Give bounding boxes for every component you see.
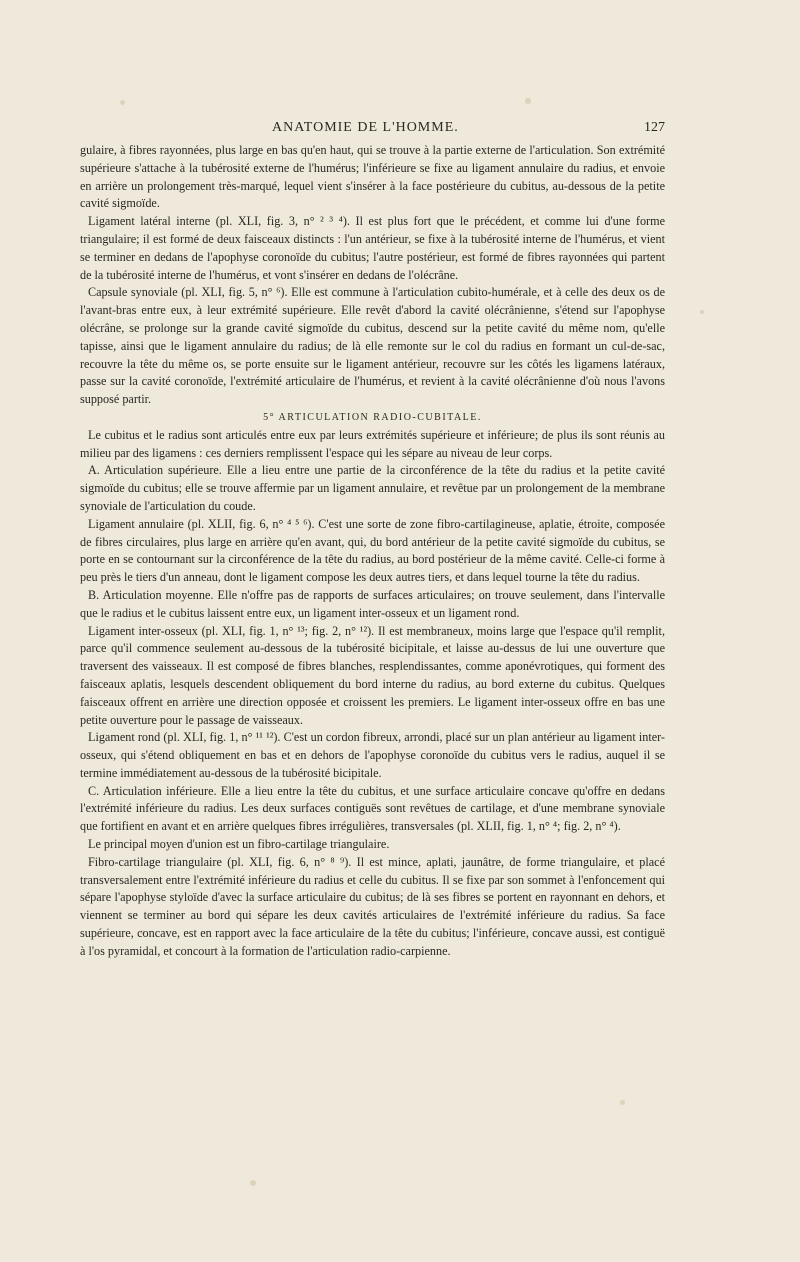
paragraph: Ligament annulaire (pl. XLII, fig. 6, n° ⁴ ⁵ ⁶). C'est une sorte de zone fibro-cartilagineuse, aplatie, étroite, composée de fibres circulaires, plus large en arrière qu'en avant, qui, du bord antérieur de la petite cavité sigmoïde du cubitus, se porte en se contournant sur la circonférence de la tête du radius, au bord postérieur de la même cavité. Celle-ci forme à peu près le tiers d'un anneau, dont le ligament compose les deux autres tiers, et dans lequel tourne la tête du radius. — [80, 516, 665, 585]
paragraph: gulaire, à fibres rayonnées, plus large en bas qu'en haut, qui se trouve à la partie externe de l'articulation. Son extrémité supérieure s'attache à la tubérosité externe de l'humérus; l'inférieure se fixe au ligament annulaire du radius, et envoie en arrière un prolongement très-marqué, lequel vient s'insérer à la face postérieure du cubitus, au-dessous de la petite cavité sigmoïde. — [80, 143, 665, 211]
page-number: 127 — [644, 120, 665, 135]
paragraph: B. Articulation moyenne. Elle n'offre pas de rapports de surfaces articulaires; on trouve seulement, dans l'intervalle que le radius et le cubitus laissent entre eux, un ligament inter-osseux et un ligament rond. — [80, 587, 665, 620]
paper-stain — [700, 310, 704, 314]
paragraph: Le principal moyen d'union est un fibro-cartilage triangulaire. — [88, 837, 390, 852]
paper-stain — [620, 1100, 625, 1105]
page-header — [80, 120, 665, 140]
paragraph: C. Articulation inférieure. Elle a lieu entre la tête du cubitus, et une surface articulaire concave qu'offre en dedans l'extrémité inférieure du radius. Les deux surfaces contiguës sont revêtues de cartilage, et d'une membrane synoviale que fortifient en avant et en arrière quelques fibres irrégulières, transversales (pl. XLII, fig. 1, n° ⁴; fig. 2, n° ⁴). — [80, 783, 665, 834]
paragraph: Le cubitus et le radius sont articulés entre eux par leurs extrémités supérieure et inférieure; de plus ils sont réunis au milieu par des ligamens : ces derniers remplissent l'espace qui les sépare au niveau de leur corps. — [80, 427, 665, 460]
paper-stain — [120, 100, 125, 105]
paragraph: Fibro-cartilage triangulaire (pl. XLI, fig. 6, n° ⁸ ⁹). Il est mince, aplati, jaunâtre, de forme triangulaire, et placé transversalement entre l'extrémité inférieure du radius et celle du cubitus. Il se fixe par son sommet à l'enfoncement qui sépare l'apophyse styloïde d'avec la surface articulaire du cubitus; de là ses fibres se portent en rayonnant en dehors, et viennent se terminer au bord qui sépare les deux cavités articulaires de l'extrémité inférieure du radius. Sa face supérieure, concave, est en rapport avec la face articulaire de la tête du cubitus; l'inférieure, concave aussi, est contiguë à l'os pyramidal, et concourt à la formation de l'articulation radio-carpienne. — [80, 854, 665, 958]
paragraph: Ligament inter-osseux (pl. XLI, fig. 1, n° ¹³; fig. 2, n° ¹²). Il est membraneux, moins large que l'espace qu'il remplit, parce qu'il commence seulement au-dessous de la tubérosité bicipitale, et laisse au-dessus de lui une ouverture que traversent des vaisseaux. Il est composé de fibres blanches, resplendissantes, comme aponévrotiques, qui forment des faisceaux aplatis, lesquels descendent obliquement du bord interne du radius, au bord externe du cubitus. Quelques faisceaux offrent en arrière une direction opposée et croissent les premiers. Le ligament inter-osseux offre en bas une petite ouverture pour le passage de vaisseaux. — [80, 623, 665, 727]
section-title: 5° ARTICULATION RADIO-CUBITALE. — [263, 411, 482, 423]
paragraph: Ligament latéral interne (pl. XLI, fig. 3, n° ² ³ ⁴). Il est plus fort que le précédent, et comme lui d'une forme triangulaire; il est formé de deux faisceaux distincts : l'un antérieur, se fixe à la tubérosité interne de l'humérus, et vient se terminer en dedans de l'apophyse coronoïde du cubitus; l'autre postérieur, est formé de fibres rayonnées qui partent de la tubérosité interne de l'humérus, et vont s'insérer en dedans de l'olécrâne. — [80, 214, 665, 282]
paragraph: A. Articulation supérieure. Elle a lieu entre une partie de la circonférence de la tête du radius et la petite cavité sigmoïde du cubitus; elle se trouve affermie par un ligament annulaire, et revêtue par un prolongement de la membrane synoviale de l'articulation du coude. — [80, 463, 665, 513]
running-title: ANATOMIE DE L'HOMME. — [272, 120, 459, 135]
paragraph: Capsule synoviale (pl. XLI, fig. 5, n° ⁶). Elle est commune à l'articulation cubito-humérale, et à celle des deux os de l'avant-bras entre eux, à leur extrémité supérieure. Elle revêt d'abord la cavité olécrânienne, s'étend sur l'apophyse olécrâne, se prolonge sur la grande cavité sigmoïde du cubitus, descend sur la petite cavité du même nom, qu'elle tapisse, ainsi que le ligament annulaire du radius; de là elle remonte sur le col du radius en formant un cul-de-sac, recouvre la tête du même os, se porte ensuite sur le ligament antérieur, recouvre sur les côtés les ligamens latéraux, passe sur la cavité coronoïde, l'extrémité articulaire de l'humérus, et revient à la cavité olécrânienne d'où nous l'avons supposé partir. — [80, 285, 665, 407]
body-text — [80, 142, 665, 961]
paper-stain — [525, 98, 531, 104]
paragraph: Ligament rond (pl. XLI, fig. 1, n° ¹¹ ¹²). C'est un cordon fibreux, arrondi, placé sur un plan antérieur au ligament inter-osseux, qui s'étend obliquement en bas et en dehors de l'apophyse coronoïde du cubitus vers le radius, auquel il se termine immédiatement au-dessous de la tubérosité bicipitale. — [80, 730, 665, 780]
paper-stain — [250, 1180, 256, 1186]
